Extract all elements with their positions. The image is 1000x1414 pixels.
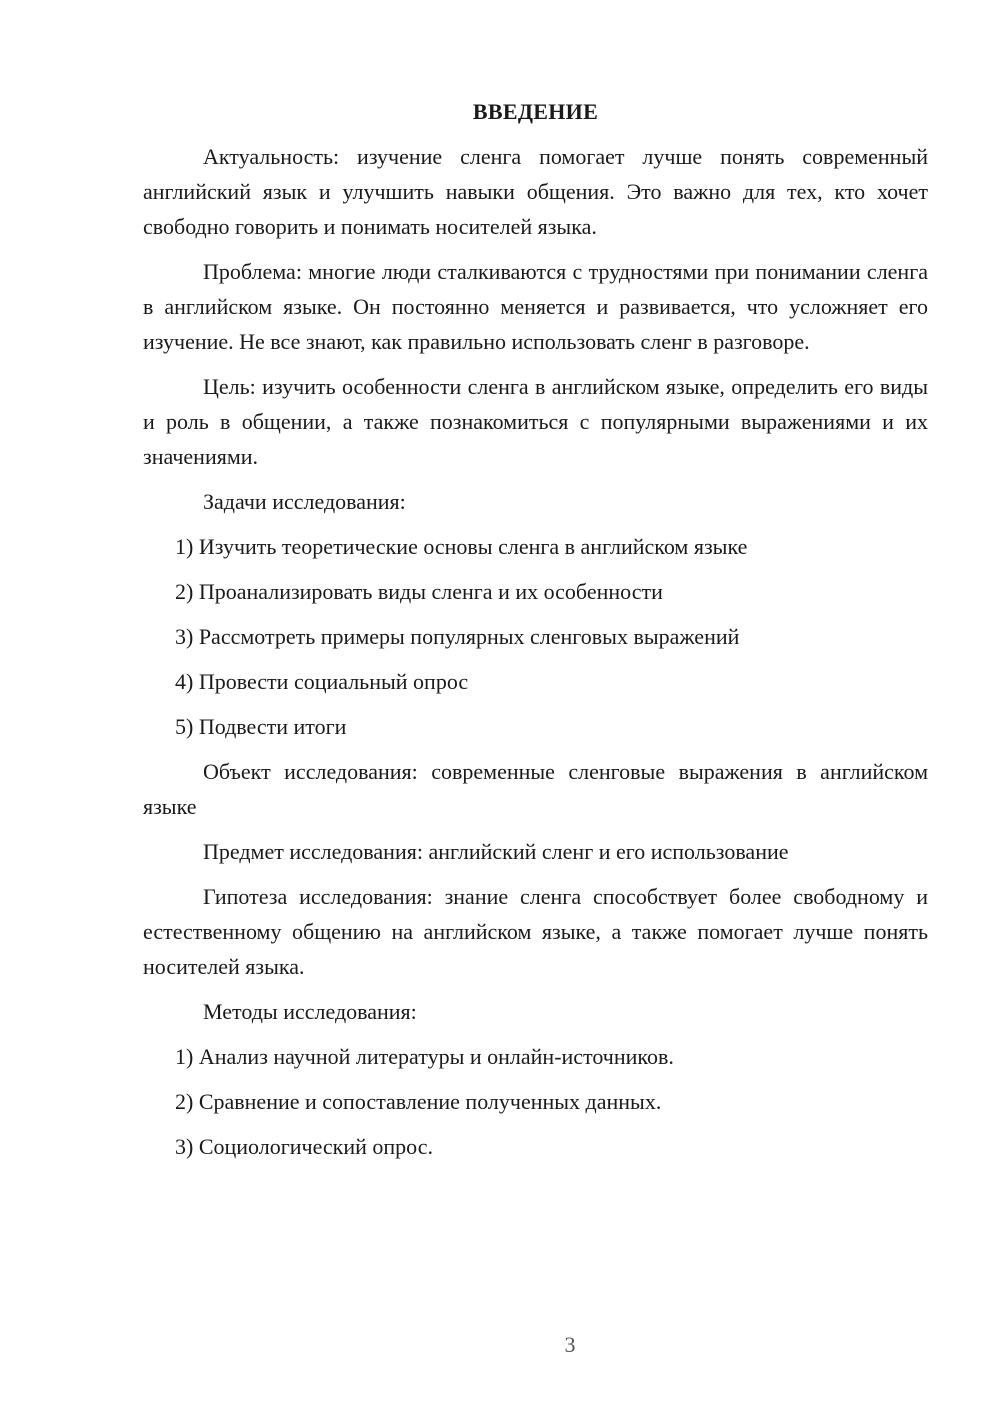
section-title: ВВЕДЕНИЕ xyxy=(472,99,599,124)
paragraph-problem: Проблема: многие люди сталкиваются с трудностями при понимании сленга в английском языке. Он постоянно меняется и развивается, что усложняет его изучение. Не все знают, как правильно использовать сленг в разговоре. xyxy=(143,259,928,354)
page-content xyxy=(143,94,928,1174)
list-item: 2) Проанализировать виды сленга и их особенности xyxy=(175,579,663,604)
paragraph-relevance: Актуальность: изучение сленга помогает лучше понять современный английский язык и улучшить навыки общения. Это важно для тех, кто хочет свободно говорить и понимать носителей языка. xyxy=(143,144,928,239)
list-item: 2) Сравнение и сопоставление полученных данных. xyxy=(175,1089,662,1114)
methods-label: Методы исследования: xyxy=(203,999,417,1024)
tasks-list xyxy=(143,529,928,744)
list-item: 5) Подвести итоги xyxy=(175,714,347,739)
methods-list xyxy=(143,1039,928,1164)
paragraph-goal: Цель: изучить особенности сленга в английском языке, определить его виды и роль в общении, а также познакомиться с популярными выражениями и их значениями. xyxy=(143,374,928,469)
tasks-label: Задачи исследования: xyxy=(203,489,406,514)
list-item: 3) Рассмотреть примеры популярных сленговых выражений xyxy=(175,624,740,649)
paragraph-subject: Предмет исследования: английский сленг и его использование xyxy=(203,839,789,864)
page-number: 3 xyxy=(564,1332,576,1357)
list-item: 1) Изучить теоретические основы сленга в английском языке xyxy=(175,534,748,559)
list-item: 1) Анализ научной литературы и онлайн-источников. xyxy=(175,1044,674,1069)
list-item: 4) Провести социальный опрос xyxy=(175,669,469,694)
list-item: 3) Социологический опрос. xyxy=(175,1134,433,1159)
paragraph-object: Объект исследования: современные сленговые выражения в английском языке xyxy=(143,759,928,819)
paragraph-hypothesis: Гипотеза исследования: знание сленга способствует более свободному и естественному общению на английском языке, а также помогает лучше понять носителей языка. xyxy=(143,884,928,979)
